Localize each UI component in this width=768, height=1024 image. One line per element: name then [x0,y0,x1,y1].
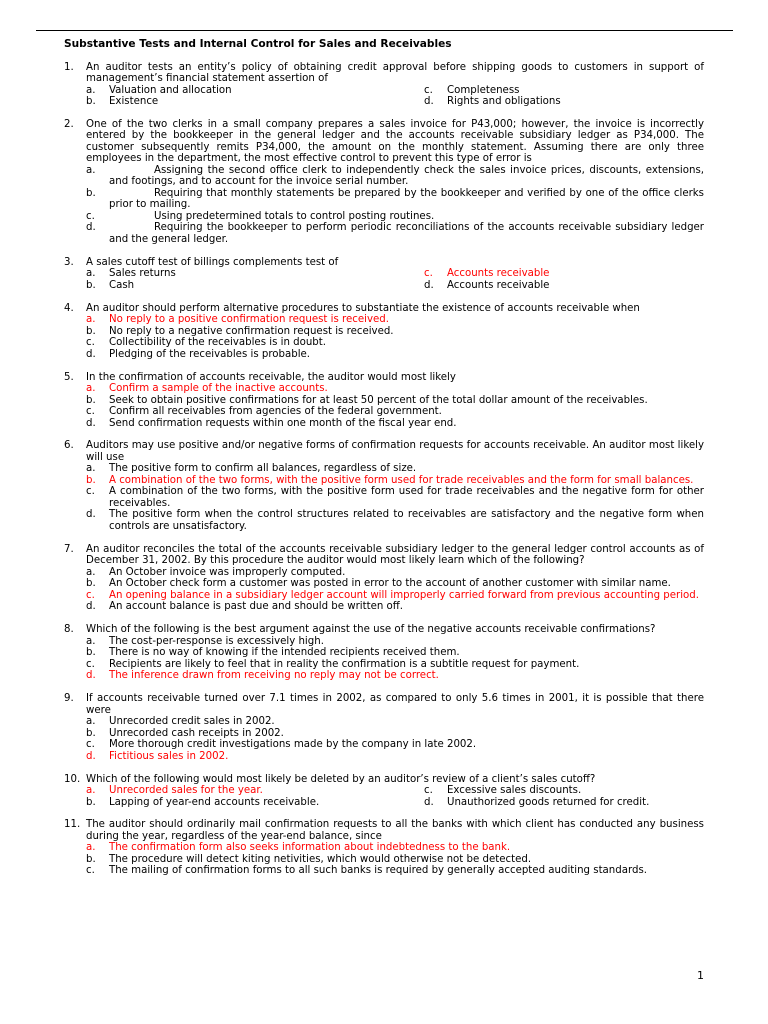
answer-options [86,85,704,108]
option-letter: d. [86,222,96,234]
option-letter: d. [86,601,96,613]
option-text: Accounts receivable [447,268,550,280]
answer-option [86,268,424,280]
answer-options [86,567,704,613]
answer-options [86,314,704,360]
option-text: Accounts receivable [447,279,550,291]
question-number: 5. [64,371,74,383]
option-text: Fictitious sales in 2002. [109,750,229,762]
option-text: Using predetermined totals to control posting routines. [154,210,435,222]
answer-option [424,797,704,809]
answer-option [86,96,424,108]
option-text: Collectibility of the receivables is in doubt. [109,337,327,349]
option-letter: a. [86,785,96,797]
answer-option [86,739,704,751]
option-text: Pledging of the receivables is probable. [109,348,311,360]
answer-option [86,165,704,188]
option-letter: c. [86,739,95,751]
option-text: Requiring the bookkeeper to perform periodic reconciliations of the accounts receivable subsidiary ledger and the general ledger. [109,222,704,245]
question-item [64,62,704,108]
option-letter: a. [86,84,96,96]
option-letter: b. [86,325,96,337]
question-item [64,819,704,877]
option-letter: c. [86,486,95,498]
question-number: 8. [64,624,74,636]
question-number: 1. [64,61,74,73]
answer-option [86,337,704,349]
option-letter: a. [86,716,96,728]
answer-option-highlighted [424,268,704,280]
answer-option [86,854,704,866]
answer-option [424,785,704,797]
answer-options [86,636,704,682]
option-letter: a. [86,635,96,647]
question-item [64,693,704,762]
document-title: Substantive Tests and Internal Control for Sales and Receivables [64,38,452,50]
option-letter: c. [86,658,95,670]
option-letter: b. [86,796,96,808]
answer-option-highlighted [86,751,704,763]
option-text: Excessive sales discounts. [447,785,582,797]
answer-option [86,509,704,532]
question-item [64,257,704,292]
option-letter: b. [86,279,96,291]
question-stem: If accounts receivable turned over 7.1 times in 2002, as compared to only 5.6 times in 2001, it is possible that there were [86,693,704,716]
option-letter: a. [86,566,96,578]
question-item [64,774,704,809]
answer-option [86,280,424,292]
option-text: Valuation and allocation [109,84,232,96]
option-letter: c. [424,84,433,96]
answer-option [86,85,424,97]
option-text: Seek to obtain positive confirmations for at least 50 percent of the total dollar amount of the receivables. [109,394,648,406]
option-text: Confirm a sample of the inactive accounts. [109,383,328,395]
question-item [64,119,704,246]
answer-option [86,188,704,211]
option-text: The mailing of confirmation forms to all such banks is required by generally accepted auditing standards. [109,865,647,877]
answer-options [86,842,704,877]
question-item [64,303,704,361]
answer-option [424,280,704,292]
question-stem: A sales cutoff test of billings complements test of [86,256,339,268]
answer-option-highlighted [86,785,424,797]
header-rule [36,30,733,31]
option-text: Lapping of year-end accounts receivable. [109,796,320,808]
option-text: Assigning the second office clerk to independently check the sales invoice prices, discounts, extensions, and footings, and to account for the invoice serial number. [109,164,704,188]
answer-option-highlighted [86,590,704,602]
answer-option-highlighted [86,670,704,682]
option-text: A combination of the two forms, with the positive form used for trade receivables and the form for small balances. [109,474,694,486]
option-letter: d. [86,670,96,682]
question-number: 6. [64,440,74,452]
answer-option [86,728,704,740]
answer-option [86,797,424,809]
question-item [64,372,704,430]
option-letter: a. [86,314,96,326]
answer-option [86,395,704,407]
answer-option [86,463,704,475]
answer-options [86,268,704,291]
answer-option [86,406,704,418]
option-letter: c. [86,589,95,601]
answer-option [86,578,704,590]
question-stem: An auditor should perform alternative procedures to substantiate the existence of accounts receivable when [86,302,640,314]
option-letter: b. [86,394,96,406]
document-page [64,39,704,888]
option-text: No reply to a negative confirmation request is received. [109,325,394,337]
question-stem: Auditors may use positive and/or negative forms of confirmation requests for accounts receivable. An auditor most likely will use [86,440,704,463]
option-text: Confirm all receivables from agencies of the federal government. [109,406,442,418]
answer-option [86,716,704,728]
option-letter: b. [86,578,96,590]
answer-option [86,659,704,671]
question-number: 7. [64,543,74,555]
option-letter: d. [86,348,96,360]
question-stem: An auditor tests an entity’s policy of obtaining credit approval before shipping goods to customers in support of management’s financial statement assertion of [86,61,704,84]
question-stem: The auditor should ordinarily mail confirmation requests to all the banks with which client has conducted any business during the year, regardless of the year-end balance, since [86,819,704,842]
option-text: An October check form a customer was posted in error to the account of another customer with similar name. [109,578,671,590]
question-stem: An auditor reconciles the total of the accounts receivable subsidiary ledger to the general ledger control accounts as of December 31, 2002. By this procedure the auditor would most likely learn which of the following? [86,543,704,567]
option-text: Send confirmation requests within one month of the fiscal year end. [109,417,457,429]
option-letter: d. [424,279,434,291]
answer-option [86,211,704,223]
option-letter: c. [86,406,95,418]
answer-option [86,567,704,579]
option-letter: b. [86,853,96,865]
option-text: Unrecorded credit sales in 2002. [109,716,275,728]
answer-option [86,636,704,648]
option-letter: a. [86,463,96,475]
option-letter: c. [86,865,95,877]
option-text: The positive form when the control structures related to receivables are satisfactory and the negative form when controls are unsatisfactory. [109,509,704,532]
page-number: 1 [697,969,704,982]
option-letter: d. [424,96,434,107]
question-number: 4. [64,302,74,314]
option-letter: b. [86,474,96,486]
option-text: Sales returns [109,268,176,280]
option-text: Unauthorized goods returned for credit. [447,796,650,808]
option-letter: a. [86,842,96,854]
option-text: Recipients are likely to feel that in reality the confirmation is a subtitle request for payment. [109,658,580,670]
option-text: Unrecorded sales for the year. [109,785,263,797]
question-item [64,544,704,613]
option-letter: a. [86,268,96,280]
option-text: An October invoice was improperly computed. [109,566,346,578]
question-list [64,62,704,877]
option-text: Unrecorded cash receipts in 2002. [109,727,284,739]
option-text: No reply to a positive confirmation request is received. [109,314,389,326]
answer-option [86,326,704,338]
option-text: An account balance is past due and should be written off. [109,601,404,613]
option-letter: c. [86,210,95,222]
option-text: The confirmation form also seeks information about indebtedness to the bank. [109,842,511,854]
option-text: There is no way of knowing if the intended recipients received them. [109,647,460,659]
answer-option [424,96,704,108]
option-text: More thorough credit investigations made by the company in late 2002. [109,739,477,751]
answer-option [86,601,704,613]
answer-options [86,463,704,532]
option-letter: b. [86,727,96,739]
option-letter: b. [86,187,96,199]
answer-option-highlighted [86,314,704,326]
answer-option-highlighted [86,842,704,854]
answer-options [86,383,704,429]
answer-option [86,865,704,877]
question-stem: One of the two clerks in a small company prepares a sales invoice for P43,000; however, the invoice is incorrectly entered by the bookkeeper in the general ledger and the accounts receivable subsidiary ledger as P34,000. The customer subsequently remits P34,000, the amount on the monthly statement. Assuming there are only three employees in the department, the most effective control to prevent this type of error is [86,118,704,165]
answer-options [86,716,704,762]
option-text: The procedure will detect kiting netivities, which would otherwise not be detected. [109,853,532,865]
question-number: 3. [64,256,74,268]
answer-option [86,647,704,659]
question-item [64,440,704,532]
option-letter: c. [424,268,433,280]
option-text: A combination of the two forms, with the positive form used for trade receivables and the negative form for other receivables. [109,486,704,509]
option-letter: d. [86,509,96,521]
option-text: Existence [109,96,159,107]
option-letter: c. [424,785,433,797]
option-text: The cost-per-response is excessively high. [109,635,324,647]
option-text: Requiring that monthly statements be prepared by the bookkeeper and verified by one of the office clerks prior to mailing. [109,187,704,211]
question-number: 10. [64,773,81,785]
answer-option-highlighted [86,475,704,487]
answer-option [424,85,704,97]
option-text: An opening balance in a subsidiary ledger account will improperly carried forward from previous accounting period. [109,589,699,601]
answer-option [86,418,704,430]
option-text: Completeness [447,84,520,96]
option-letter: d. [424,796,434,808]
question-item [64,624,704,682]
option-letter: d. [86,750,96,762]
question-number: 2. [64,118,74,130]
option-text: Cash [109,279,135,291]
answer-options [86,785,704,808]
answer-option [86,222,704,245]
option-letter: c. [86,337,95,349]
option-letter: a. [86,383,96,395]
option-text: The positive form to confirm all balances, regardless of size. [109,463,417,475]
option-letter: a. [86,164,96,176]
answer-option [86,349,704,361]
answer-option [86,486,704,509]
option-letter: d. [86,417,96,429]
question-stem: In the confirmation of accounts receivable, the auditor would most likely [86,371,456,383]
answer-option-highlighted [86,383,704,395]
option-letter: b. [86,647,96,659]
question-stem: Which of the following would most likely be deleted by an auditor’s review of a client’s sales cutoff? [86,773,596,785]
question-stem: Which of the following is the best argument against the use of the negative accounts receivable confirmations? [86,624,656,636]
answer-options [86,165,704,246]
option-letter: b. [86,96,96,107]
question-number: 9. [64,693,74,705]
option-text: Rights and obligations [447,96,561,107]
option-text: The inference drawn from receiving no reply may not be correct. [109,670,439,682]
question-number: 11. [64,819,81,831]
